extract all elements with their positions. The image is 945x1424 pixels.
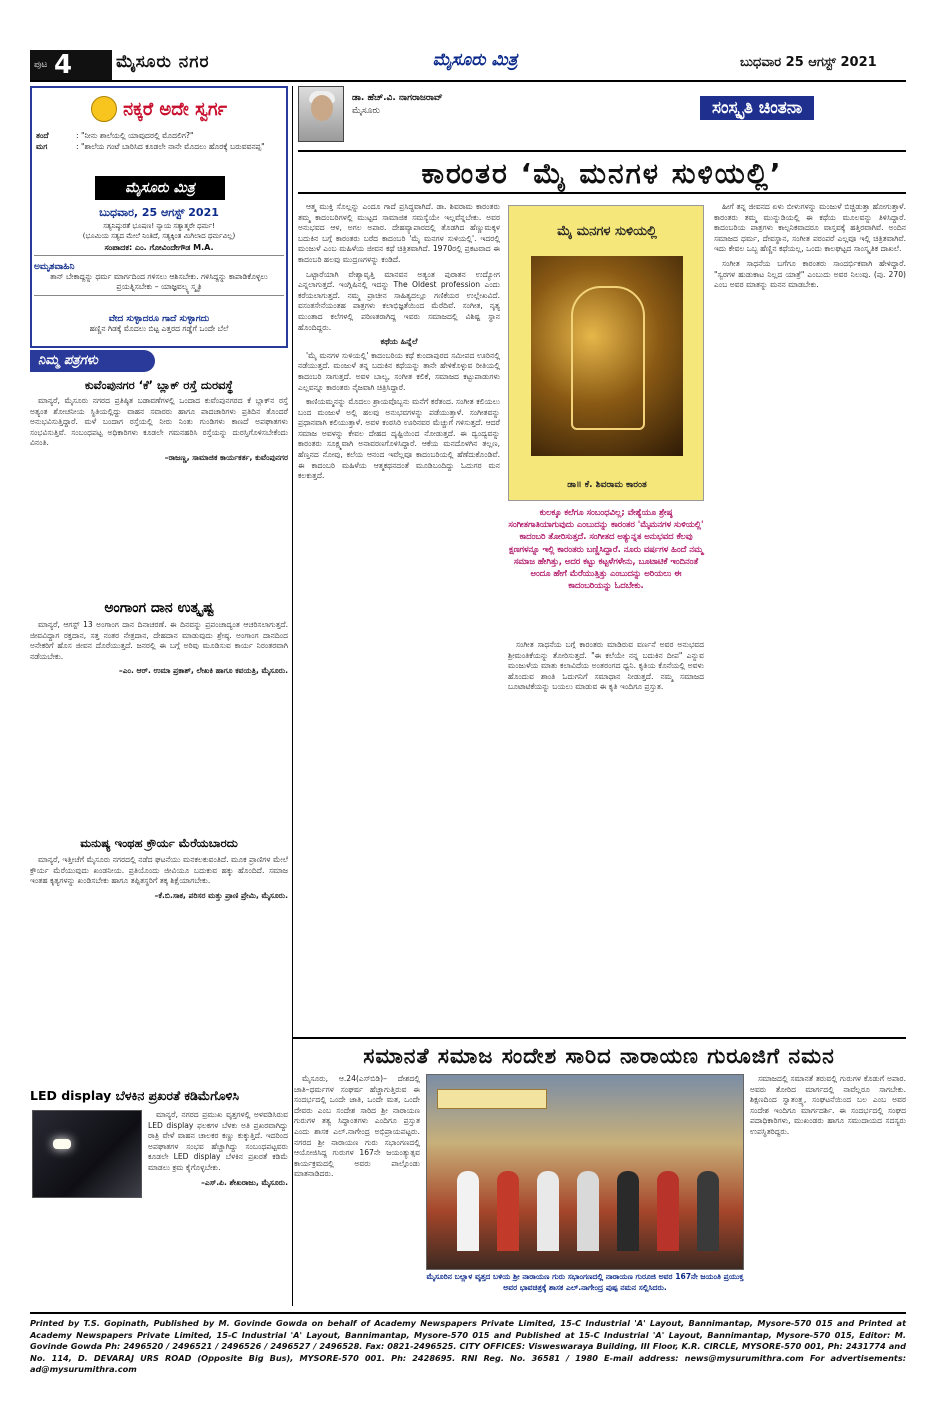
page-number-badge — [30, 50, 112, 80]
amritavahini-head: ಅಮೃತವಾಹಿನಿ — [34, 262, 75, 272]
letter-title: ಅಂಗಾಂಗ ದಾನ ಉತ್ಕೃಷ್ಟ — [104, 600, 214, 616]
article-headline: ಕಾರಂತರ ‘ಮೈ ಮನಗಳ ಸುಳಿಯಲ್ಲಿ’ — [298, 150, 906, 194]
author-name: ಡಾ. ಹೆಚ್.ವಿ. ನಾಗರಾಜರಾವ್ — [352, 93, 443, 103]
article-column-2 — [508, 640, 704, 1040]
letter-title: LED display ಬೆಳಕಿನ ಪ್ರಖರತೆ ಕಡಿಮೆಗೊಳಿಸಿ — [30, 1088, 239, 1103]
book-cover-title: ಮೈ ಮನಗಳ ಸುಳಿಯಲ್ಲಿ — [557, 224, 657, 239]
proverb-head: ವೇದ ಸುಳ್ಳಾದರೂ ಗಾದೆ ಸುಳ್ಳಾಗದು — [108, 314, 210, 324]
photo-caption: ಮೈಸೂರಿನ ಬಲ್ಲಾಳ ವೃತ್ತದ ಬಳಿಯ ಶ್ರೀ ನಾರಾಯಣ ಗುರು ಸಭಾಂಗಣದಲ್ಲಿ ನಾರಾಯಣ ಗುರೂಜಿ ಅವರ 167ನೇ ಜಯಂತಿ ಪ್ರಯುಕ್ತ ಅವರ ಭಾವಚಿತ್ರಕ್ಕೆ ಶಾಸಕ ಎಲ್.ನಾಗೇಂದ್ರ ಪುಷ್ಪ ನಮನ ಸಲ್ಲಿಸಿದರು. — [426, 1272, 744, 1292]
letter-signature: –ಕೆ.ಬಿ.ಸಾಕ, ಪರಿಸರ ಮತ್ತು ಪ್ರಾಣಿ ಪ್ರೇಮಿ, ಮೈಸೂರು. — [154, 890, 288, 900]
letter-1 — [30, 378, 288, 560]
letter-body — [30, 620, 288, 820]
pull-quote: ಕುಲಕ್ಕೂ ಕಲೆಗೂ ಸಂಬಂಧವಿಲ್ಲ; ವೇಶ್ಯೆಯೂ ಶ್ರೇಷ್ಠ ಸಂಗೀತಗಾತಿಯಾಗುವುದು ಎಂಬುದನ್ನು ಕಾರಂತರ 'ಮೈಮನಗಳ ಸುಳಿಯಲ್ಲಿ' ಕಾದಂಬರಿ ತೋರಿಸುತ್ತದೆ. ಸಂಗೀತದ ಅತ್ಯುನ್ನತ ಅನುಭವದ ಕೆಲವು ಕ್ಷಣಗಳನ್ನೂ ಇಲ್ಲಿ ಕಾರಂತರು ಬಣ್ಣಿಸಿದ್ದಾರೆ. ನೂರು ವರ್ಷಗಳ ಹಿಂದೆ ನಮ್ಮ ಸಮಾಜ ಹೇಗಿತ್ತು, ಅದರ ಕಟ್ಟು ಕಟ್ಟಳೆಗಳೇನು, ಬೂಟಾಟಿಕೆ ಇಂದಿನಂತೆ ಅಂದೂ ಹೇಗೆ ಮೆರೆಯುತ್ತಿತ್ತು ಎಂಬುದನ್ನು ಅರಿಯಲು ಈ ಕಾದಂಬರಿಯನ್ನು ಓದಬೇಕು. — [508, 507, 704, 591]
news-paragraph: ಮೈಸೂರು, ಆ.24(ಎಸ್‌ಬಿಡಿ)– ದೇಶದಲ್ಲಿ ಜಾತಿ–ಧರ್ಮಗಳ ಸಂಘರ್ಷ ಹೆಚ್ಚಾಗುತ್ತಿರುವ ಈ ಸಂದರ್ಭದಲ್ಲಿ ಒಂದೇ ಜಾತಿ, ಒಂದೇ ಮತ, ಒಂದೇ ದೇವರು ಎಂಬ ಸಂದೇಶ ಸಾರಿದ ಶ್ರೀ ನಾರಾಯಣ ಗುರುಗಳ ತತ್ವ ಸಿದ್ಧಾಂತಗಳು ಎಂದಿಗೂ ಪ್ರಸ್ತುತ ಎಂದು ಶಾಸಕ ಎಲ್.ನಾಗೇಂದ್ರ ಅಭಿಪ್ರಾಯಪಟ್ಟರು. ನಗರದ ಶ್ರೀ ನಾರಾಯಣ ಗುರು ಸಭಾಂಗಣದಲ್ಲಿ ಆಯೋಜಿಸಿದ್ದ ಗುರುಗಳ 167ನೇ ಜಯಂತ್ಯುತ್ಸವ ಕಾರ್ಯಕ್ರಮದಲ್ಲಿ ಅವರು ಪಾಲ್ಗೊಂಡು ಮಾತನಾಡಿದರು. — [294, 1074, 420, 1179]
letter-2 — [30, 600, 288, 820]
motto — [34, 221, 284, 241]
proverb-box — [34, 314, 284, 334]
joke-text: : "ಶಾಲೆಯ ಗಂಟೆ ಬಾರಿಸಿದ ಕೂಡಲೇ ನಾನೇ ಮೊದಲು ಹೊರಕ್ಕೆ ಬರುವವನಪ್ಪ" — [76, 142, 265, 151]
editor-line: ಸಂಪಾದಕ: ಎಂ. ಗೋವಿಂದೇಗೌಡ M.A. — [34, 243, 284, 256]
led-display-photo — [32, 1110, 142, 1198]
letter-signature: –ರಾಜಣ್ಣ, ಸಾಮಾಜಿಕ ಕಾರ್ಯಕರ್ತ, ಕುವೆಂಪುನಗರ — [164, 452, 288, 462]
smiley-icon — [91, 96, 117, 122]
article-subhead: ಕಥೆಯ ಹಿನ್ನೆಲೆ — [380, 337, 418, 347]
letters-section-head: ನಿಮ್ಮ ಪತ್ರಗಳು — [30, 350, 155, 372]
joke-line — [36, 130, 282, 141]
page-date: ಬುಧವಾರ 25 ಆಗಸ್ಟ್ 2021 — [740, 55, 877, 70]
letter-paragraph: ಮಾನ್ಯರೆ, ಇತ್ತೀಚೆಗೆ ಮೈಸೂರು ನಗರದಲ್ಲಿ ನಡೆದ ಘಟನೆಯು ಮನಕಲಕುವಂತಿದೆ. ಮೂಕ ಪ್ರಾಣಿಗಳ ಮೇಲೆ ಕ್ರೌರ್ಯ ಮೆರೆಯುವುದು ಖಂಡನೀಯ. ಪ್ರತಿಯೊಂದು ಜೀವಿಯೂ ಬದುಕುವ ಹಕ್ಕು ಹೊಂದಿದೆ. ಸಮಾಜ ಇಂತಹ ಕೃತ್ಯಗಳನ್ನು ಖಂಡಿಸಬೇಕು ಹಾಗೂ ತಪ್ಪಿತಸ್ಥರಿಗೆ ತಕ್ಕ ಶಿಕ್ಷೆಯಾಗಬೇಕು. — [30, 855, 288, 886]
letter-body — [30, 396, 288, 560]
book-cover-author: ಡಾ॥ ಕೆ. ಶಿವರಾಮ ಕಾರಂತ — [567, 480, 647, 490]
news-paragraph: ಸಮಾಜದಲ್ಲಿ ಸಮಾನತೆ ತರುವಲ್ಲಿ ಗುರುಗಳ ಕೊಡುಗೆ ಅಪಾರ. ಅವರು ತೋರಿದ ಮಾರ್ಗದಲ್ಲಿ ನಾವೆಲ್ಲರೂ ಸಾಗಬೇಕು. ಶಿಕ್ಷಣದಿಂದ ಸ್ವಾತಂತ್ರ್ಯ, ಸಂಘಟನೆಯಿಂದ ಬಲ ಎಂಬ ಅವರ ಸಂದೇಶ ಇಂದಿಗೂ ಮಾರ್ಗದರ್ಶಿ. ಈ ಸಂದರ್ಭದಲ್ಲಿ ಸಂಘದ ಪದಾಧಿಕಾರಿಗಳು, ಮುಖಂಡರು ಹಾಗೂ ಸಮುದಾಯದ ಸದಸ್ಯರು ಉಪಸ್ಥಿತರಿದ್ದರು. — [750, 1074, 906, 1136]
event-photo — [426, 1074, 744, 1270]
mysuru-mithra-logo: ಮೈಸೂರು ಮಿತ್ರ — [95, 176, 225, 200]
joke-text: : "ನೀನು ಶಾಲೆಯಲ್ಲಿ ಯಾವುದರಲ್ಲಿ ಮೊದಲಿಗ?" — [76, 131, 194, 140]
column-divider — [292, 86, 293, 1306]
letter-body — [30, 855, 288, 1095]
article-paragraph: ಹೀಗೆ ತನ್ನ ಜೀವನದ ಏಳು ಬೀಳುಗಳನ್ನು ಮಂಜುಳೆ ಬಿಚ್ಚಿಡುತ್ತಾ ಹೋಗುತ್ತಾಳೆ. ಕಾರಂತರು ತಮ್ಮ ಮುನ್ನುಡಿಯಲ್ಲಿ ಈ ಕಥೆಯ ಮೂಲವನ್ನು ತಿಳಿಸಿದ್ದಾರೆ. ಕಾದಂಬರಿಯ ಪಾತ್ರಗಳು ಕಾಲ್ಪನಿಕವಾದರೂ ವಾಸ್ತವಕ್ಕೆ ಹತ್ತಿರವಾಗಿವೆ. ಅಂದಿನ ಸಮಾಜದ ಧರ್ಮ, ದೇವಸ್ಥಾನ, ಸಂಗೀತ ಪರಂಪರೆ ಎಲ್ಲವೂ ಇಲ್ಲಿ ಚಿತ್ರಿತವಾಗಿವೆ. ಇದು ಕೇವಲ ಒಬ್ಬ ಹೆಣ್ಣಿನ ಕಥೆಯಲ್ಲ, ಒಂದು ಕಾಲಘಟ್ಟದ ಸಾಂಸ್ಕೃತಿಕ ದಾಖಲೆ. — [714, 202, 906, 254]
article-paragraph: 'ಮೈ ಮನಗಳ ಸುಳಿಯಲ್ಲಿ' ಕಾದಂಬರಿಯ ಕಥೆ ಕುಂದಾಪುರದ ಸಮೀಪದ ಊರಿನಲ್ಲಿ ನಡೆಯುತ್ತದೆ. ಮಂಜುಳೆ ತನ್ನ ಬದುಕಿನ ಕಥೆಯನ್ನು ತಾನೇ ಹೇಳಿಕೊಳ್ಳುವ ರೀತಿಯಲ್ಲಿ ಕಾದಂಬರಿ ಸಾಗುತ್ತದೆ. ಅವಳ ಬಾಲ್ಯ, ಸಂಗೀತ ಕಲಿಕೆ, ಸಮಾಜದ ಕಟ್ಟುಪಾಡುಗಳು ಎಲ್ಲವನ್ನೂ ಕಾರಂತರು ನೈಜವಾಗಿ ಚಿತ್ರಿಸಿದ್ದಾರೆ. — [298, 350, 500, 392]
motto-line1: ಸತ್ಯನಿಷ್ಠುರತೆ ಭೂಷಣ! ನ್ಯಾಯ ಸತ್ಯಾತ್ಮರೇ ಧರ್ಮ! — [103, 222, 215, 230]
article-column-3 — [714, 202, 906, 1040]
article-paragraph: ಸಂಗೀತ ಸಾಧನೆಯ ಬಗೆಗೂ ಕಾರಂತರು ಸಾಂದರ್ಭಿಕವಾಗಿ ಹೇಳಿದ್ದಾರೆ. "ಸ್ವರಗಳ ಹುಡುಕಾಟ ನಿಲ್ಲದ ಯಾತ್ರೆ" ಎಂಬುದು ಅವರ ನಿಲುವು. (ಪು. 270) ಎಂಬ ಅವರ ಮಾತನ್ನು ಮನನ ಮಾಡಬೇಕು. — [714, 258, 906, 290]
header-rule — [30, 80, 906, 82]
page-number: 4 — [54, 50, 73, 80]
photo-banner — [437, 1089, 547, 1109]
author-photo — [298, 86, 344, 142]
letter-paragraph: ಮಾನ್ಯರೆ, ನಗರದ ಪ್ರಮುಖ ವೃತ್ತಗಳಲ್ಲಿ ಅಳವಡಿಸಿರುವ LED display ಫಲಕಗಳ ಬೆಳಕು ಅತಿ ಪ್ರಖರವಾಗಿದ್ದು ರಾತ್ರಿ ವೇಳೆ ವಾಹನ ಚಾಲಕರ ಕಣ್ಣು ಕುಕ್ಕುತ್ತಿದೆ. ಇದರಿಂದ ಅಪಘಾತಗಳ ಸಂಭವ ಹೆಚ್ಚಾಗಿದ್ದು ಸಂಬಂಧಪಟ್ಟವರು ಕೂಡಲೇ LED display ಬೆಳಕಿನ ಪ್ರಖರತೆ ಕಡಿಮೆ ಮಾಡಲು ಕ್ರಮ ಕೈಗೊಳ್ಳಬೇಕು. — [148, 1110, 288, 1172]
nakkare-title-text: ನಕ್ಕರೆ ಅದೇ ಸ್ವರ್ಗ — [123, 98, 227, 120]
proverb-text: ಹಣ್ಣಿನ ಗಿಡಕ್ಕೆ ಮೊದಲು ಬಿಟ್ಟ ಎತ್ತರದ ಗಡ್ಡೆಗೆ ಒಂದೇ ಬೆಲೆ — [89, 324, 229, 333]
amritavahini-text: ತಾನ್ ಬೇಕಾದ್ದನ್ನು ಧರ್ಮ ಮಾರ್ಗದಿಂದ ಗಳಿಸಲು ಆಶಿಸಬೇಕು. ಗಳಿಸಿದ್ದನ್ನು ಕಾಪಾಡಿಕೊಳ್ಳಲು ಪ್ರಯತ್ನಿಸಬೇಕು – ಯಾಜ್ಞವಲ್ಕ್ಯ ಸ್ಮೃತಿ — [50, 272, 268, 291]
article-paragraph: ಸಂಗೀತ ಸಾಧನೆಯ ಬಗ್ಗೆ ಕಾರಂತರು ಮಾಡಿರುವ ವರ್ಣನೆ ಅವರ ಅನುಭವದ ಶ್ರೀಮಂತಿಕೆಯನ್ನು ತೋರಿಸುತ್ತದೆ. "ಈ ಕಲೆಯೇ ನನ್ನ ಬದುಕಿನ ದೀಪ" ಎನ್ನುವ ಮಂಜುಳೆಯ ಮಾತು ಕಲಾವಿದೆಯ ಅಂತರಂಗದ ಧ್ವನಿ. ಕೃತಿಯ ಕೊನೆಯಲ್ಲಿ ಅವಳು ಹೊಂದುವ ಶಾಂತಿ ಓದುಗನಿಗೆ ಸಮಾಧಾನ ನೀಡುತ್ತದೆ. ನಮ್ಮ ಸಮಾಜದ ಬೂಟಾಟಿಕೆಯನ್ನು ಬಯಲು ಮಾಡುವ ಈ ಕೃತಿ ಇಂದಿಗೂ ಪ್ರಸ್ತುತ. — [508, 640, 704, 692]
article-paragraph: ಕಾಣಿಯಮ್ಮನನ್ನು ಮೊದಲು ಶ್ರಾಯವೊಬ್ಬನು ಮನೆಗೆ ಕರೆತಂದ. ಸಂಗೀತ ಕಲಿಯಲು ಬಂದ ಮಂಜುಳೆ ಅಲ್ಲಿ ಹಲವು ಅನುಭವಗಳನ್ನು ಪಡೆಯುತ್ತಾಳೆ. ಸಂಗೀತವನ್ನು ಪ್ರಧಾನವಾಗಿ ಕಲಿಯುತ್ತಾಳೆ. ಅವಳ ಕಂಠಸಿರಿ ಊರಿನವರ ಮೆಚ್ಚುಗೆ ಗಳಿಸುತ್ತದೆ. ಆದರೆ ಸಮಾಜ ಅವಳನ್ನು ಕೇವಲ ದೇಹದ ದೃಷ್ಟಿಯಿಂದ ನೋಡುತ್ತದೆ. ಈ ದ್ವಂದ್ವವನ್ನು ಕಾರಂತರು ಸೂಕ್ಷ್ಮವಾಗಿ ಅನಾವರಣಗೊಳಿಸಿದ್ದಾರೆ. ಆಕೆಯ ಮನದೊಳಗಿನ ತಲ್ಲಣ, ಹೆಣ್ತನದ ನೋವು, ಕಲೆಯ ಆನಂದ ಇವೆಲ್ಲವೂ ಕಾದಂಬರಿಯಲ್ಲಿ ಹೆಣೆದುಕೊಂಡಿವೆ. ಈ ಕಾದಂಬರಿ ಮಹಿಳೆಯ ಆತ್ಮಕಥನದಂತೆ ಮೂಡಿಬಂದಿದ್ದು ಓದುಗರ ಮನ ಕಲಕುತ್ತದೆ. — [298, 397, 500, 481]
letter-paragraph: ಮಾನ್ಯರೆ, ಆಗಸ್ಟ್ 13 ಅಂಗಾಂಗ ದಾನ ದಿನಾಚರಣೆ. ಈ ದಿನವನ್ನು ಪ್ರಪಂಚಾದ್ಯಂತ ಆಚರಿಸಲಾಗುತ್ತದೆ. ಜೀವವಿದ್ದಾಗ ರಕ್ತದಾನ, ಸತ್ತ ನಂತರ ನೇತ್ರದಾನ, ದೇಹದಾನ ಮಾಡುವುದು ಶ್ರೇಷ್ಠ. ಅಂಗಾಂಗ ದಾನದಿಂದ ಅನೇಕರಿಗೆ ಹೊಸ ಜೀವನ ದೊರೆಯುತ್ತದೆ. ಜನರಲ್ಲಿ ಈ ಬಗ್ಗೆ ಅರಿವು ಮೂಡಿಸುವ ಕಾರ್ಯ ನಿರಂತರವಾಗಿ ನಡೆಯಬೇಕು. — [30, 620, 288, 661]
letter-paragraph: ಮಾನ್ಯರೆ, ಮೈಸೂರು ನಗರದ ಪ್ರತಿಷ್ಠಿತ ಬಡಾವಣೆಗಳಲ್ಲಿ ಒಂದಾದ ಕುವೆಂಪುನಗರದ ಕೆ ಬ್ಲಾಕ್‌ನ ರಸ್ತೆ ಅತ್ಯಂತ ಶೋಚನೀಯ ಸ್ಥಿತಿಯಲ್ಲಿದ್ದು ವಾಹನ ಸವಾರರು ಹಾಗೂ ಪಾದಚಾರಿಗಳು ಪ್ರತಿದಿನ ತೊಂದರೆ ಅನುಭವಿಸುತ್ತಿದ್ದಾರೆ. ಮಳೆ ಬಂದಾಗ ರಸ್ತೆಯಲ್ಲಿ ನೀರು ನಿಂತು ಗುಂಡಿಗಳು ಕಾಣದೆ ಅಪಘಾತಗಳು ಸಂಭವಿಸುತ್ತಿವೆ. ಸಂಬಂಧಪಟ್ಟ ಅಧಿಕಾರಿಗಳು ಕೂಡಲೇ ಗಮನಹರಿಸಿ ರಸ್ತೆಯನ್ನು ದುರಸ್ತಿಗೊಳಿಸಬೇಕೆಂದು ವಿನಂತಿ. — [30, 396, 288, 448]
motto-line2: (ಭೂಮಿಯ ಸತ್ಯದ ಮೇಲೆ ನಿಂತಿದೆ, ಸತ್ಯಕ್ಕಿಂತ ಮಿಗಿಲಾದ ಧರ್ಮವಿಲ್ಲ) — [82, 232, 236, 240]
article-column-1 — [298, 202, 500, 1040]
news-headline: ಸಮಾನತೆ ಸಮಾಜ ಸಂದೇಶ ಸಾರಿದ ನಾರಾಯಣ ಗುರೂಜಿಗೆ ನಮನ — [292, 1037, 906, 1071]
article-paragraph: ಒಟ್ಟಾರೆಯಾಗಿ ವೇಶ್ಯಾವೃತ್ತಿ ಮಾನವನ ಅತ್ಯಂತ ಪುರಾತನ ಉದ್ಯೋಗ ಎನ್ನಲಾಗುತ್ತದೆ. ಇಂಗ್ಲಿಷಿನಲ್ಲಿ ಇದನ್ನು The Oldest profession ಎಂದು ಕರೆಯಲಾಗುತ್ತದೆ. ನಮ್ಮ ಪ್ರಾಚೀನ ಸಾಹಿತ್ಯದಲ್ಲೂ ಗಣಿಕೆಯರ ಉಲ್ಲೇಖವಿದೆ. ವಸಂತಸೇನೆಯಂತಹ ಪಾತ್ರಗಳು ಕಲಾಭಿಜ್ಞತೆಯಿಂದ ಮೆರೆದಿವೆ. ಸಂಗೀತ, ನೃತ್ಯ ಮುಂತಾದ ಕಲೆಗಳಲ್ಲಿ ಪರಿಣತರಾಗಿದ್ದ ಇವರು ಸಮಾಜದಲ್ಲಿ ವಿಶಿಷ್ಟ ಸ್ಥಾನ ಹೊಂದಿದ್ದರು. — [298, 269, 500, 332]
imprint-footer: Printed by T.S. Gopinath, Published by M. Govinde Gowda on behalf of Academy Newspapers Private Limited, 15-C Industrial 'A' Layout, Bannimantap, Mysore-570 015 and Printed at Academy Newspapers Private Limited, 15-C Industrial 'A' Layout, Bannimantap, Mysore-570 015 and Published at 15-C Industrial 'A' Layout, Bannimantap, Mysore-570 015, Editor: M. Govinde Gowda Ph: 2496520 / 2496521 / 2496526 / 2496527 / 2496528. Fax: 0821-2496525. CITY OFFICES: Visweswaraya Building, III Floor, K.R. CIRCLE, MYSORE-570 001, Ph: 2431774 and No. 114, D. DEVARAJ URS ROAD (Opposite Big Bus), MYSORE-570 001. Ph: 2428695. RNI Reg. No. 36581 / 1980 E-mail address: news@mysurumithra.com For advertisements: ad@mysurumithra.com — [30, 1312, 906, 1376]
news-column-1 — [294, 1074, 420, 1306]
series-title: ಸಂಸ್ಕೃತಿ ಚಿಂತನಾ — [700, 96, 814, 120]
author-place: ಮೈಸೂರು — [352, 106, 380, 116]
led-light-icon — [53, 1139, 71, 1149]
news-column-3 — [750, 1074, 906, 1306]
amritavahini-box — [34, 262, 284, 296]
author-byline — [352, 92, 443, 118]
joke-speaker: ಮಗ — [36, 142, 48, 151]
letter-signature: –ಎಂ. ಆರ್. ಉಮಾ ಪ್ರಕಾಶ್, ಲೇಖಕಿ ಹಾಗೂ ಕವಯತ್ರಿ, ಮೈಸೂರು. — [118, 666, 288, 676]
page-label: ಪುಟ — [34, 60, 48, 70]
book-cover-image — [508, 205, 704, 501]
article-paragraph: ಆತ್ಮ ಮುಕ್ತಿ ಸೊಲ್ಲನ್ನು ಎಂದೂ ಗಾದೆ ಪ್ರಸಿದ್ಧವಾಗಿದೆ. ಡಾ. ಶಿವರಾಮ ಕಾರಂತರು ತಮ್ಮ ಕಾದಂಬರಿಗಳಲ್ಲಿ ಮುಟ್ಟದ ಸಾಮಾಜಿಕ ಸಮಸ್ಯೆಯೇ ಇಲ್ಲವೆನ್ನಬೇಕು. ಅವರ ಅನುಭವದ ಆಳ, ಅಗಲ ಅಪಾರ. ದೇಹವ್ಯಾಪಾರದಲ್ಲಿ ತೊಡಗಿದ ಹೆಣ್ಣುಮಕ್ಕಳ ಬದುಕಿನ ಬಗ್ಗೆ ಕಾರಂತರು ಬರೆದ ಕಾದಂಬರಿ 'ಮೈ ಮನಗಳ ಸುಳಿಯಲ್ಲಿ'. ಇದರಲ್ಲಿ ಮಂಜುಳೆ ಎಂಬ ಮಹಿಳೆಯ ಜೀವನ ಕಥೆ ಚಿತ್ರಿತವಾಗಿದೆ. 1970ರಲ್ಲಿ ಪ್ರಕಟವಾದ ಈ ಕಾದಂಬರಿ ಹಲವು ಮುದ್ರಣಗಳನ್ನು ಕಂಡಿದೆ. — [298, 202, 500, 264]
nakkare-title — [34, 92, 284, 126]
section-name: ಮೈಸೂರು ನಗರ — [116, 52, 210, 72]
masthead: ಮೈಸೂರು ಮಿತ್ರ — [432, 50, 518, 70]
joke-speaker: ತಂದೆ — [36, 131, 49, 140]
joke-lines — [36, 130, 282, 152]
letter-title: ಕುವೆಂಪುನಗರ ‘ಕೆ’ ಬ್ಲಾಕ್ ರಸ್ತೆ ದುರವಸ್ಥೆ — [84, 378, 234, 392]
letter-title: ಮನುಷ್ಯ ಇಂಥಹ ಕ್ರೌರ್ಯ ಮೆರೆಯಬಾರದು — [80, 836, 238, 850]
nakkare-date: ಬುಧವಾರ, 25 ಆಗಸ್ಟ್ 2021 — [99, 206, 219, 219]
letter-signature: –ಎಸ್.ಪಿ. ಶೇಖರಾಜು, ಮೈಸೂರು. — [201, 1177, 288, 1187]
joke-line — [36, 141, 282, 152]
letter-3 — [30, 836, 288, 1095]
sculpture-art — [531, 256, 683, 456]
letter-4 — [30, 1088, 288, 1104]
letter-4-body — [148, 1110, 288, 1306]
